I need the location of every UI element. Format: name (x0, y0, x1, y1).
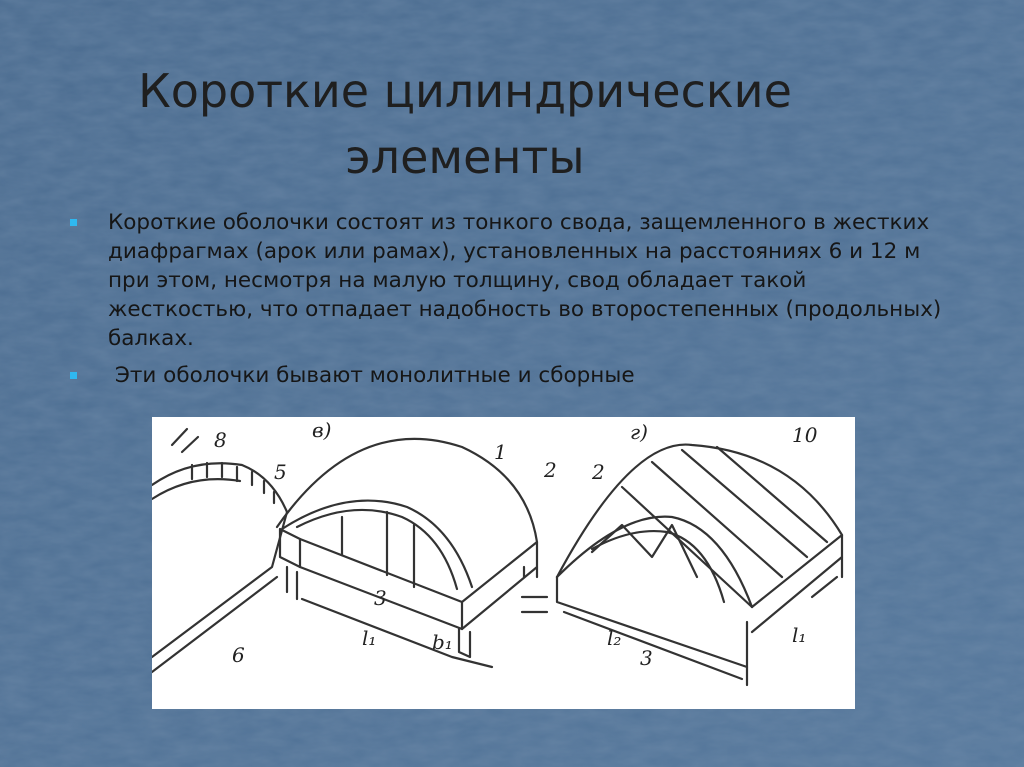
label-2b: 2 (592, 460, 605, 484)
label-3: 3 (374, 586, 387, 610)
label-l2: l₂ (607, 626, 622, 650)
label-8: 8 (214, 428, 227, 452)
label-g: г) (630, 420, 648, 444)
title-line-1: Короткие цилиндрические (138, 64, 792, 118)
drawing-vault-arches (277, 418, 557, 667)
bullet-marker-icon (70, 372, 77, 379)
label-l1: l₁ (362, 626, 377, 650)
label-2: 2 (544, 458, 557, 482)
bullet-text: Эти оболочки бывают монолитные и сборные (108, 363, 635, 388)
drawing-prefab-vault (557, 420, 842, 685)
bullet-text: Короткие оболочки состоят из тонкого свода, защемленного в жестких диафрагмах (арок или рамах), установленных на расстояниях 6 и 12 м при этом, несмотря на малую толщину, свод обладает такой жесткостью, что отпадает надобность во второстепенных (продольных) балках. (108, 210, 942, 351)
label-10: 10 (792, 423, 818, 447)
title-line-2: элементы (345, 130, 585, 184)
label-5: 5 (274, 460, 287, 484)
shell-drawings-figure (152, 417, 855, 709)
bullet-list (70, 208, 950, 398)
bullet-marker-icon (70, 219, 77, 226)
bullet-item (70, 208, 950, 353)
label-b1: b₁ (432, 630, 453, 654)
slide-title (0, 58, 930, 190)
label-l1b: l₁ (792, 623, 807, 647)
bullet-item (70, 361, 950, 390)
label-3b: 3 (640, 646, 653, 670)
label-6: 6 (232, 643, 245, 667)
label-1: 1 (494, 440, 507, 464)
label-v: в) (312, 418, 332, 442)
drawing-partial-shell (152, 428, 287, 672)
